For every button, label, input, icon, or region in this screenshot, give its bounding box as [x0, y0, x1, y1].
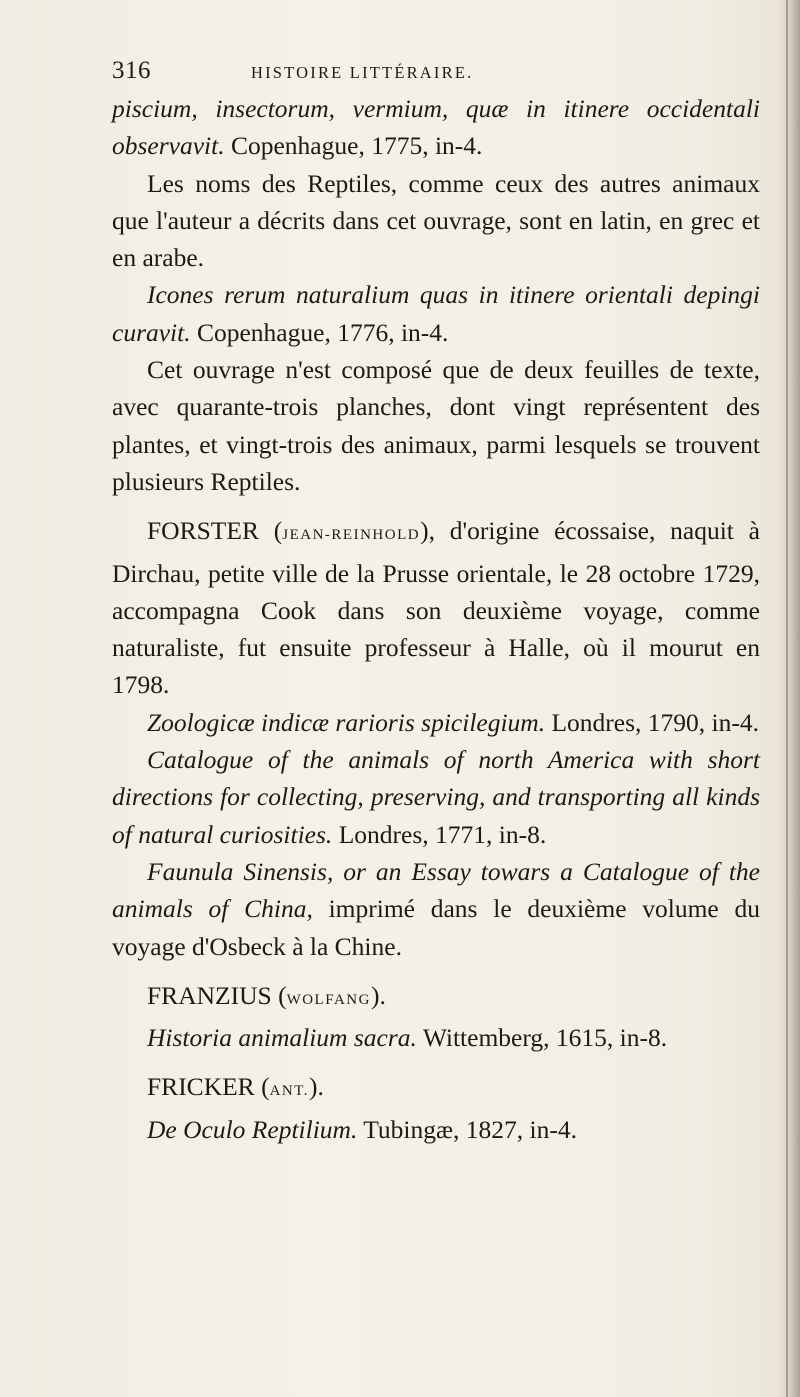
title-icones: Icones rerum naturalium quas in itinere orientali depingi curavit. [112, 280, 760, 347]
paragraph-piscium [112, 90, 760, 165]
firstname-fricker: ANT. [269, 1083, 310, 1100]
paragraph-reptiles-names: Les noms des Reptiles, comme ceux des autres animaux que l'auteur a décrits dans cet ouvrage, sont en latin, en grec et en arabe. [112, 168, 760, 273]
running-title: HISTOIRE LITTÉRAIRE. [251, 63, 474, 82]
imprint-historia: Wittemberg, 1615, in-8. [416, 1023, 668, 1053]
title-historia: Historia animalium sacra. [147, 1023, 417, 1053]
spacer [112, 500, 760, 512]
title-faunula: Faunula Sinensis, or an Essay towars a Catalogue of the animals of China, [112, 856, 760, 924]
imprint-piscium: Copenhague, 1775, in-4. [224, 131, 483, 161]
entry-franzius: FRANZIUS (WOLFANG). [147, 980, 386, 1010]
author-fricker: FRICKER [147, 1072, 255, 1102]
paragraph-icones [112, 276, 760, 351]
page-text-block [112, 52, 760, 1148]
paragraph-zoologicae [112, 704, 760, 741]
imprint-catalogue: Londres, 1771, in-8. [332, 819, 547, 849]
page-header [112, 52, 760, 90]
paragraph-de-oculo [112, 1111, 760, 1148]
spacer [112, 965, 760, 977]
author-franzius: FRANZIUS [147, 980, 272, 1010]
paragraph-catalogue [112, 741, 760, 853]
paragraph-ouvrage: Cet ouvrage n'est composé que de deux feuilles de texte, avec quarante-trois planches, dont vingt représentent des plantes, et vingt-trois des animaux, parmi lesquels se trouvent plusieurs Reptiles. [112, 355, 760, 496]
title-piscium: piscium, insectorum, vermium, quæ in itinere occidentali observavit. [112, 94, 760, 161]
note-faunula: imprimé dans le deuxième volume du voyage d'Osbeck à la Chine. [112, 894, 761, 961]
title-catalogue: Catalogue of the animals of north America with short directions for collecting, preserving, and transporting all kinds of natural curiosities. [112, 745, 760, 849]
title-de-oculo: De Oculo Reptilium. [147, 1114, 358, 1144]
spacer [112, 1056, 760, 1068]
page-number: 316 [112, 57, 151, 84]
paragraph-historia [112, 1019, 760, 1056]
imprint-icones: Copenhague, 1776, in-4. [190, 317, 449, 347]
firstname-franzius: WOLFANG [286, 991, 371, 1008]
author-forster: FORSTER [147, 516, 259, 546]
page-edge-line [786, 0, 788, 1397]
title-zoologicae: Zoologicæ indicæ rarioris spicilegium. [147, 707, 546, 737]
entry-forster: FORSTER (JEAN-REINHOLD), d'origine écossaise, naquit à Dirchau, petite ville de la Prusse orientale, le 28 octobre 1729, accompagna Cook dans son deuxième voyage, comme naturaliste, fut ensuite professeur à Halle, où il mourut en 1798. [112, 516, 760, 700]
imprint-zoologicae: Londres, 1790, in-4. [545, 707, 759, 737]
bio-forster: , d'origine écossaise, naquit à Dirchau, petite ville de la Prusse orientale, le 28 octobre 1729, accompagna Cook dans son deuxième voyage, comme naturaliste, fut ensuite professeur à Halle, où il mourut en 1798. [112, 516, 760, 700]
firstname-forster: JEAN-REINHOLD [282, 527, 421, 544]
paragraph-faunula [112, 853, 760, 965]
imprint-de-oculo: Tubingæ, 1827, in-4. [357, 1114, 577, 1144]
entry-fricker: FRICKER (ANT.). [147, 1072, 324, 1102]
page-edge-shadow [778, 0, 800, 1397]
